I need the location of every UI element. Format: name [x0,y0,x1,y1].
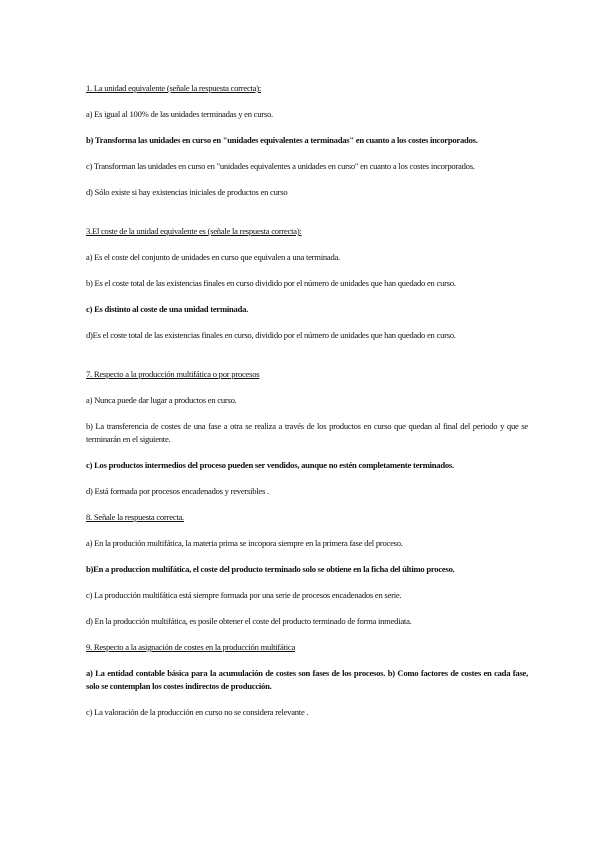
question-7 [86,368,528,498]
question-8 [86,511,528,628]
question-3-option-b: b) Es el coste total de las existencias finales en curso dividido por el número de unidades que han quedado en curso. [86,278,456,288]
question-1-heading: 1. La unidad equivalente (señale la respuesta correcta): [86,83,261,93]
question-3-option-c: c) Es distinto al coste de una unidad terminada. [86,304,249,314]
question-9-option-ab: a) La entidad contable básica para la acumulación de costes son fases de los procesos. b) Como factores de costes en cada fase, solo se contemplan los costes indirectos de producción. [86,668,528,691]
question-1-option-a: a) Es igual al 100% de las unidades terminadas y en curso. [86,109,273,119]
question-1-option-b: b) Transforma las unidades en curso en "unidades equivalentes a terminadas" en cuanto a los costes incorporados. [86,135,478,145]
question-8-option-b: b)En a produccion multifática, el coste del producto terminado solo se obtiene en la ficha del último proceso. [86,564,455,574]
question-7-option-b: b) La transferencia de costes de una fase a otra se realiza a través de los productos en curso que quedan al final del periodo y que se terminarán en el siguiente. [86,421,528,444]
question-8-option-d: d) En la producción multifática, es posile obtener el coste del producto terminado de forma inmediata. [86,616,412,626]
question-9-heading: 9. Respecto a la asignación de costes en la producción multifática [86,642,296,652]
question-8-heading: 8. Señale la respuesta correcta. [86,512,184,522]
question-1 [86,82,528,199]
question-1-option-d: d) Sólo existe si hay existencias iniciales de productos en curso [86,187,288,197]
document-content [86,82,528,732]
question-3-heading: 3.El coste de la unidad equivalente es (señale la respuesta correcta): [86,226,302,236]
question-7-heading: 7. Respecto a la producción multifática o por procesos [86,369,260,379]
question-7-option-a: a) Nunca puede dar lugar a productos en curso. [86,395,237,405]
question-1-option-c: c) Transforman las unidades en curso en "unidades equivalentes a unidades en curso" en cuanto a los costes incorporados. [86,161,475,171]
question-3-option-a: a) Es el coste del conjunto de unidades en curso que equivalen a una terminada. [86,252,340,262]
question-7-option-c: c) Los productos intermedios del proceso pueden ser vendidos, aunque no estén completamente terminados. [86,460,454,470]
question-9 [86,641,528,719]
question-8-option-c: c) La producción multifática está siempre formada por una serie de procesos encadenados en serie. [86,590,402,600]
question-9-option-c: c) La valoración de la producción en curso no se considera relevante . [86,707,309,717]
question-8-option-a: a) En la produción multifática, la materia prima se incopora siempre en la primera fase del proceso. [86,538,403,548]
question-3 [86,225,528,342]
question-7-option-d: d) Está formada por procesos encadenados y reversibles . [86,486,269,496]
question-3-option-d: d)Es el coste total de las existencias finales en curso, dividido por el número de unidades que han quedado en curso. [86,330,456,340]
